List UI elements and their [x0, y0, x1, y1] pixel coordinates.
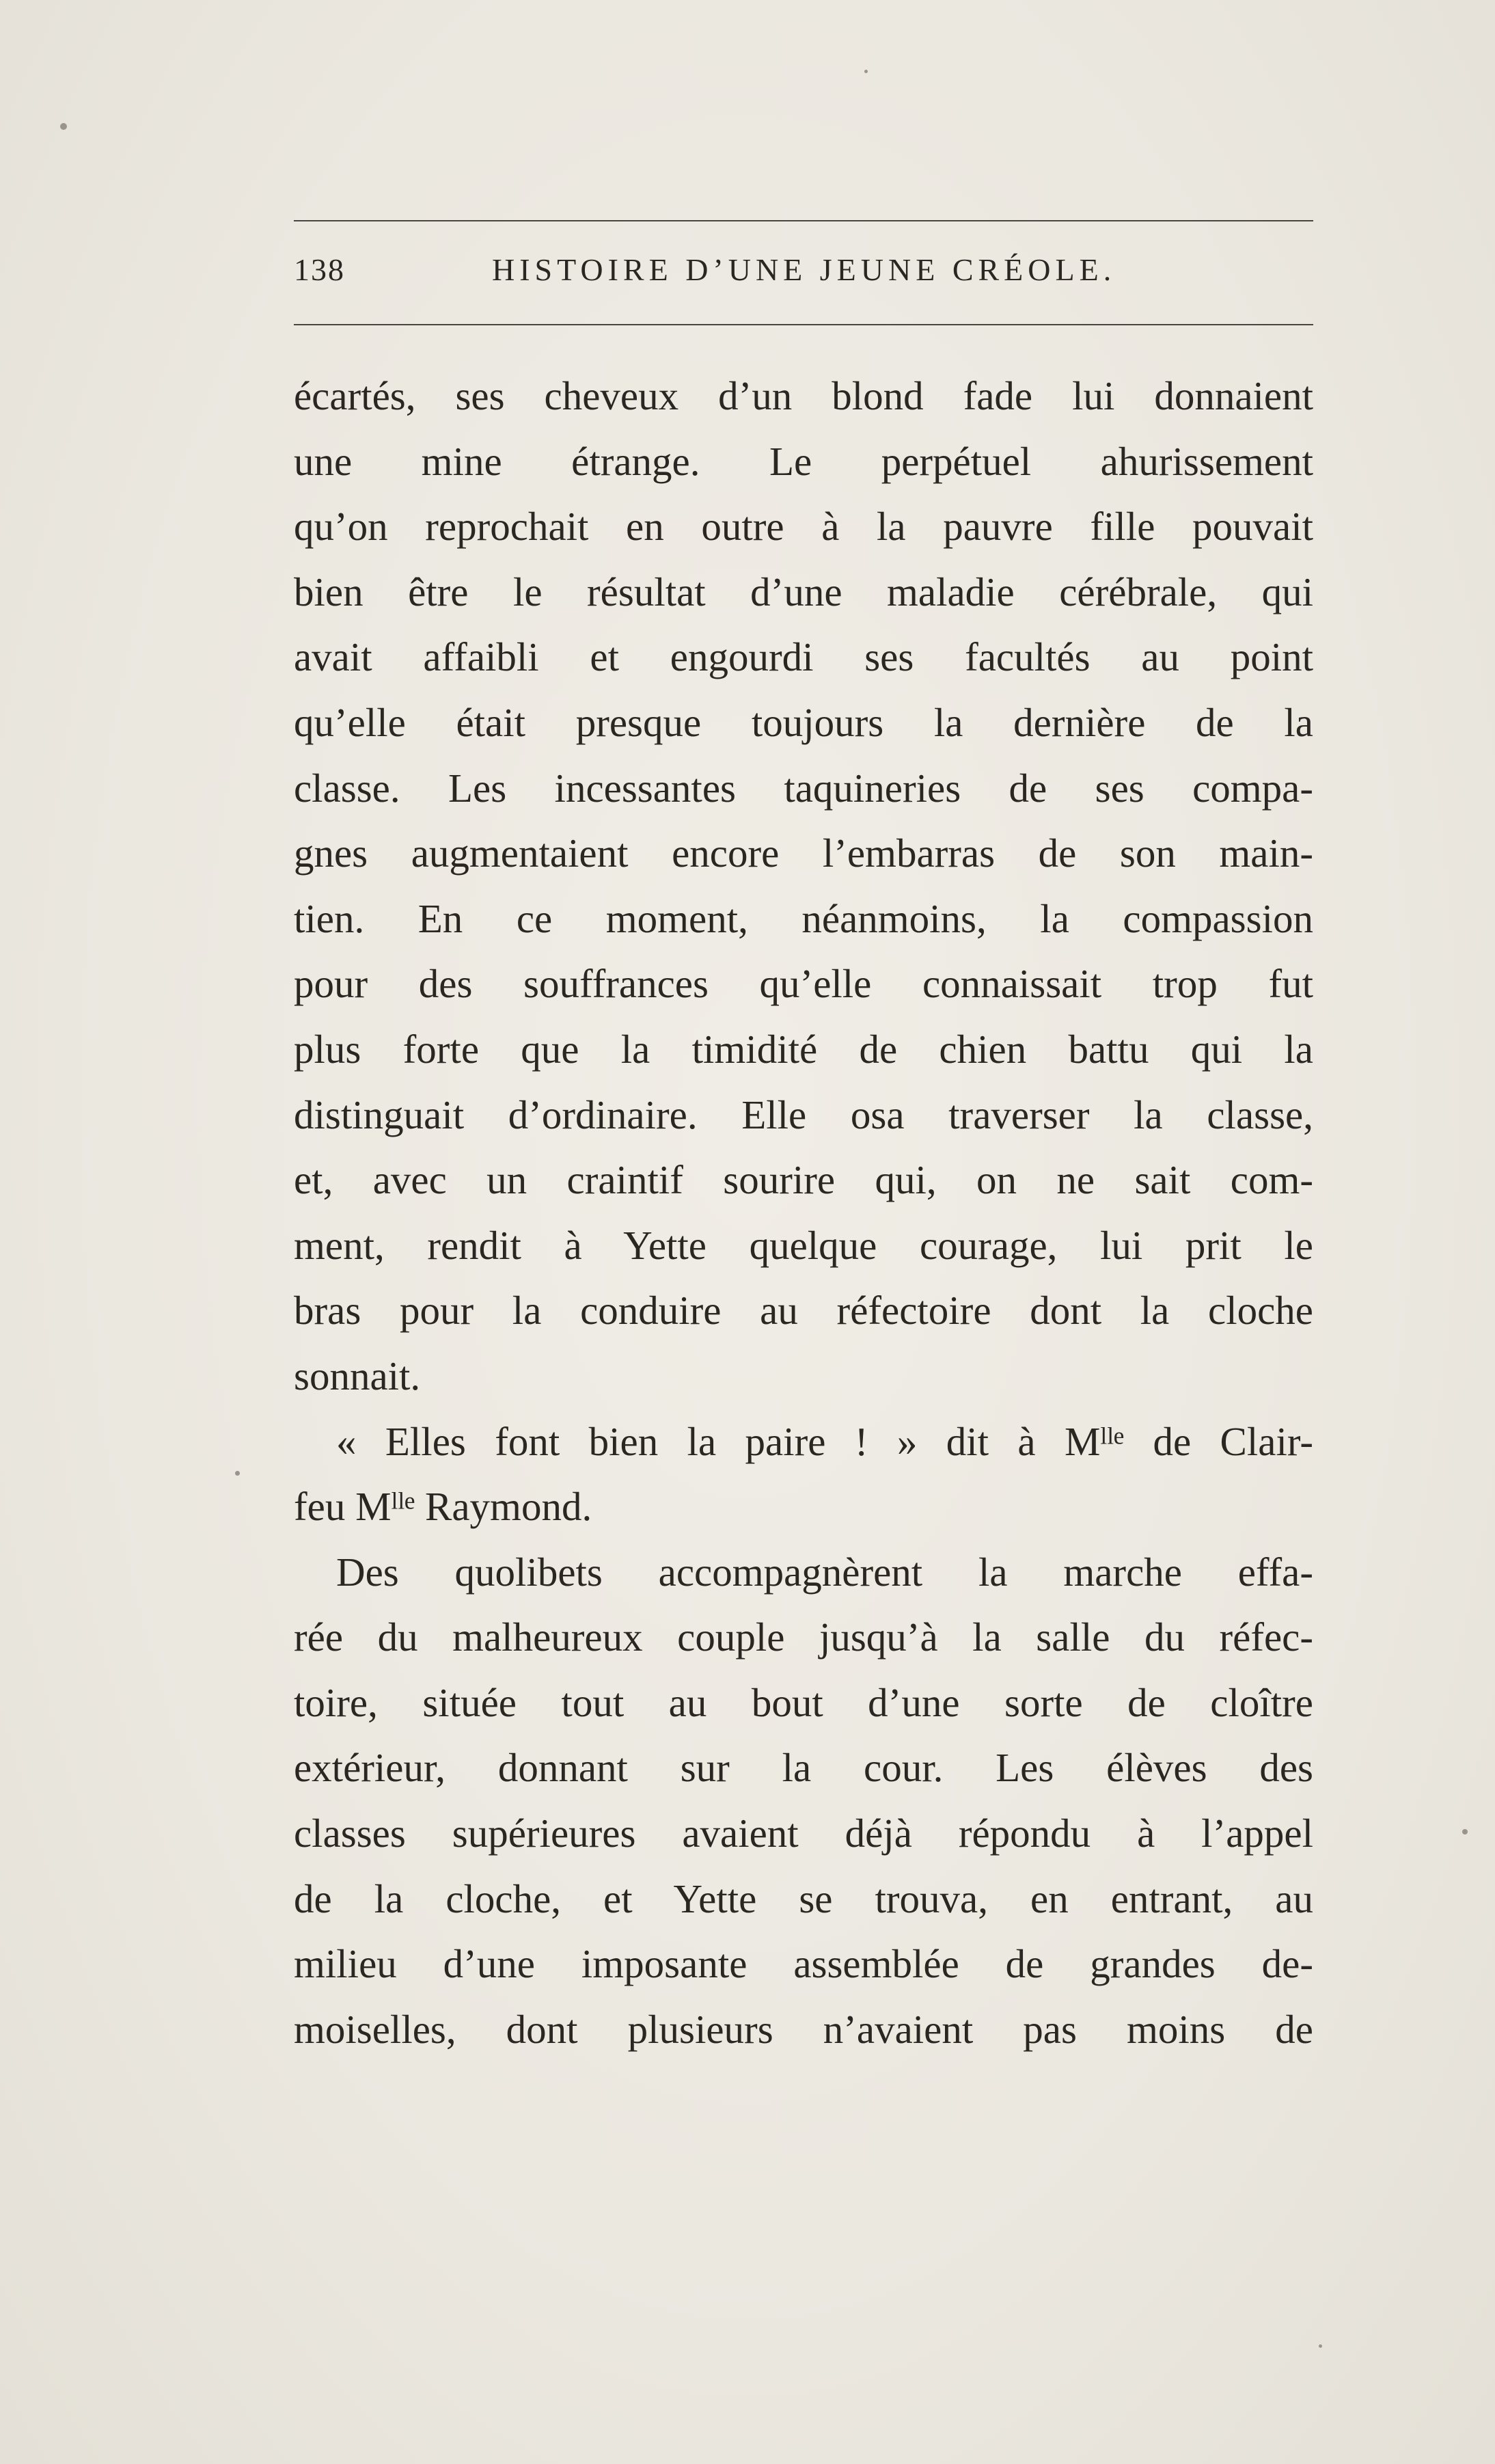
text-line: distinguait d’ordinaire. Elle osa traverser la classe, [294, 1092, 1313, 1137]
text-line: bien être le résultat d’une maladie cérébrale, qui [294, 569, 1313, 614]
text-line: qu’on reprochait en outre à la pauvre fille pouvait [294, 504, 1313, 550]
text-line: toire, située tout au bout d’une sorte de cloître [294, 1679, 1313, 1725]
paper-speck [235, 1471, 240, 1476]
text-line: extérieur, donnant sur la cour. Les élèves des [294, 1745, 1313, 1791]
text-line: avait affaibli et engourdi ses facultés au point [294, 634, 1313, 680]
text-line: écartés, ses cheveux d’un blond fade lui donnaient [294, 373, 1313, 418]
text-line: ment, rendit à Yette quelque courage, lui prit le [294, 1222, 1313, 1268]
text-line: « Elles font bien la paire ! » dit à Mˡˡᵉ de Clair- [336, 1418, 1313, 1464]
body-text [294, 364, 1313, 2062]
text-line: milieu d’une imposante assemblée de grandes de- [294, 1941, 1313, 1987]
page-number: 138 [294, 252, 345, 287]
running-header [294, 246, 1313, 301]
text-line: et, avec un craintif sourire qui, on ne sait com- [294, 1157, 1313, 1203]
text-line: gnes augmentaient encore l’embarras de son main- [294, 830, 1313, 876]
text-line: moiselles, dont plusieurs n’avaient pas moins de [294, 2006, 1313, 2052]
text-line: rée du malheureux couple jusqu’à la salle du réfec- [294, 1614, 1313, 1660]
text-line: feu Mˡˡᵉ Raymond. [294, 1484, 592, 1530]
header-bottom-rule [294, 324, 1313, 325]
paper-speck [1462, 1829, 1468, 1835]
text-line: bras pour la conduire au réfectoire dont la cloche [294, 1288, 1313, 1333]
text-line: classe. Les incessantes taquineries de ses compa- [294, 765, 1313, 811]
paper-speck [864, 70, 868, 73]
text-line: tien. En ce moment, néanmoins, la compassion [294, 895, 1313, 941]
paper-speck [60, 123, 67, 130]
text-line: plus forte que la timidité de chien battu qui la [294, 1026, 1313, 1072]
running-title: HISTOIRE D’UNE JEUNE CRÉOLE. [492, 252, 1116, 287]
text-line: classes supérieures avaient déjà répondu à l’appel [294, 1811, 1313, 1856]
header-top-rule [294, 220, 1313, 221]
text-line: pour des souffrances qu’elle connaissait trop fut [294, 961, 1313, 1007]
paper-speck [1319, 2344, 1322, 2348]
text-line: une mine étrange. Le perpétuel ahurissement [294, 438, 1313, 484]
text-line: sonnait. [294, 1353, 421, 1398]
text-line: de la cloche, et Yette se trouva, en entrant, au [294, 1876, 1313, 1921]
text-line: Des quolibets accompagnèrent la marche effa- [336, 1549, 1313, 1595]
text-line: qu’elle était presque toujours la dernière de la [294, 699, 1313, 745]
